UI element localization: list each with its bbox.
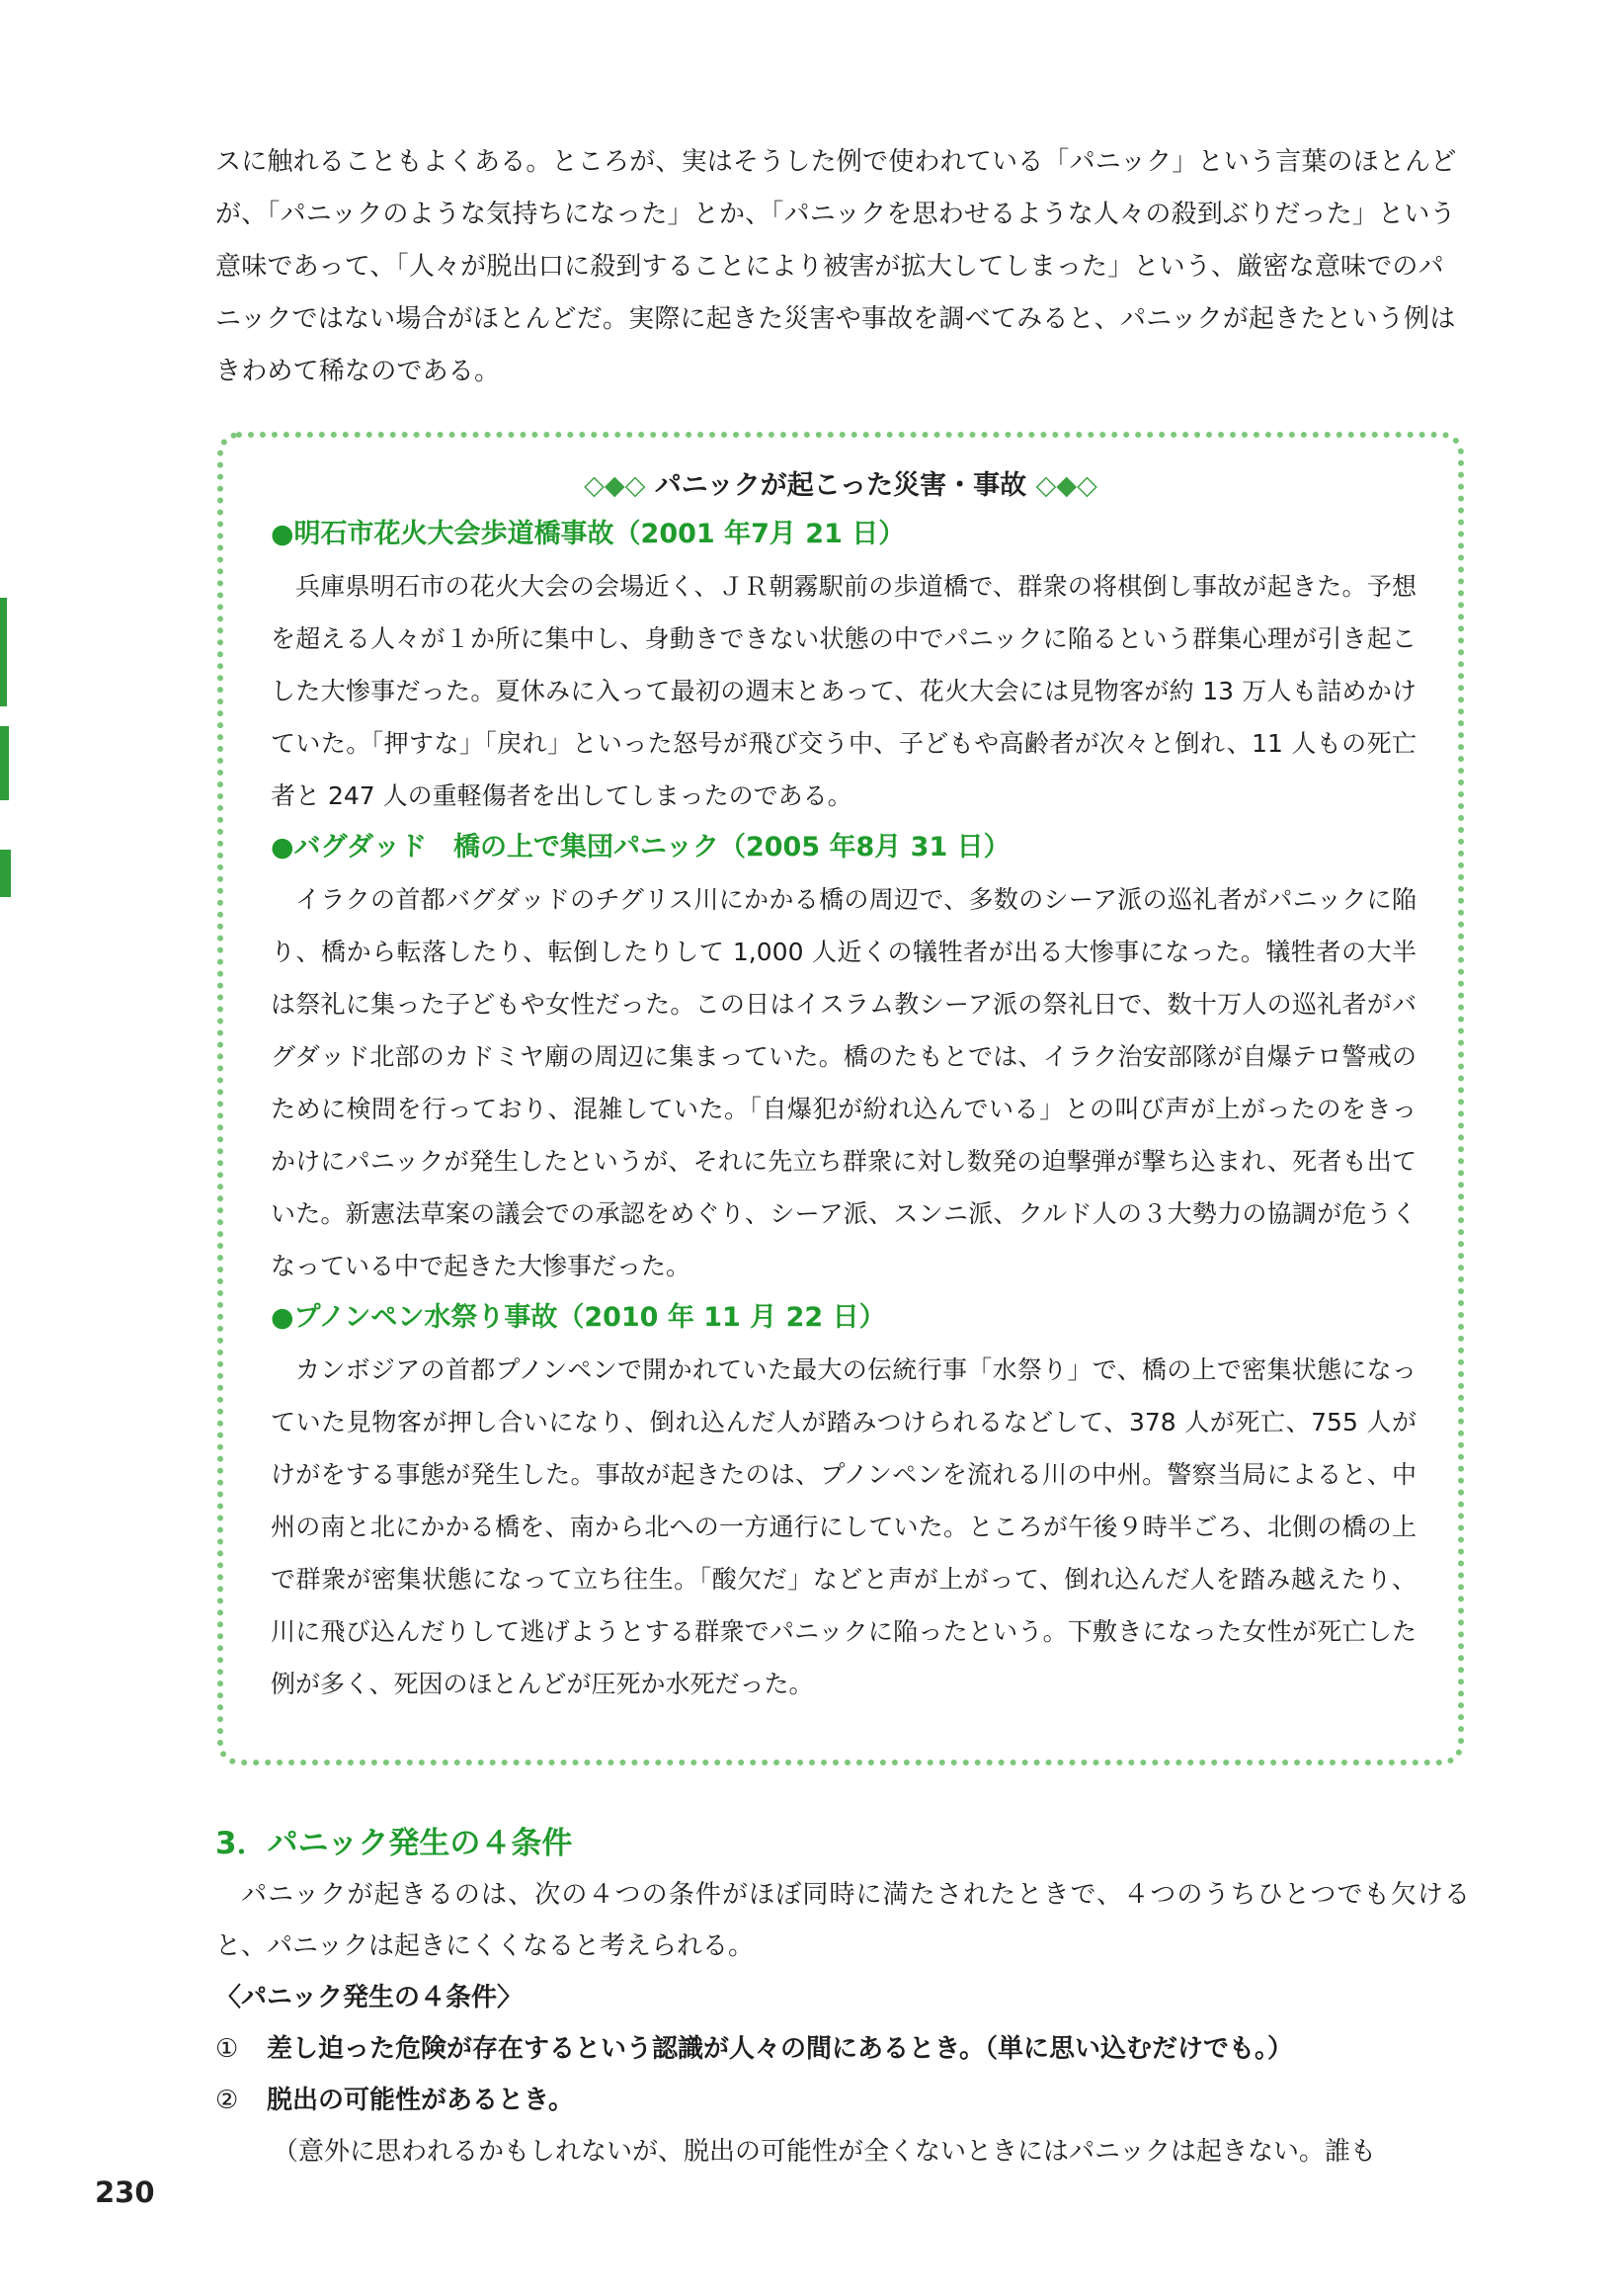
condition-text: 差し迫った危険が存在するという認識が人々の間にあるとき。（単に思い込むだけでも。） — [267, 2034, 1293, 2064]
page-number: 230 — [95, 2175, 155, 2209]
condition-note: （意外に思われるかもしれないが、脱出の可能性が全くないときにはパニックは起きない。誰も — [273, 2137, 1376, 2167]
condition-text: 脱出の可能性があるとき。 — [267, 2086, 574, 2115]
condition-number: ① — [215, 2034, 239, 2064]
condition-item — [215, 2023, 1470, 2075]
case-body-phnompenh: カンボジアの首都プノンペンで開かれていた最大の伝統行事「水祭り」で、橋の上で密集状態になっていた見物客が押し合いになり、倒れ込んだ人が踏みつけられるなどして、378 人が死亡、755 人がけがをする事態が発生した。事故が起きたのは、プノンペンを流れる川の中州。警察当局によると、中州の南と北にかかる橋を、南から北への一方通行にしていた。ところが午後９時半ごろ、北側の橋の上で群衆が密集状態になって立ち往生。「酸欠だ」などと声が上がって、倒れ込んだ人を踏み越えたり、川に飛び込んだりして逃げようとする群衆でパニックに陥ったという。下敷きになった女性が死亡した例が多く、死因のほとんどが圧死か水死だった。 — [271, 1355, 1417, 1698]
case-body-baghdad: イラクの首都バグダッドのチグリス川にかかる橋の周辺で、多数のシーア派の巡礼者がパニックに陥り、橋から転落したり、転倒したりして 1,000 人近くの犠牲者が出る大惨事になった。犠牲者の大半は祭礼に集った子どもや女性だった。この日はイスラム教シーア派の祭礼日で、数十万人の巡礼者がバグダッド北部のカドミヤ廟の周辺に集まっていた。橋のたもとでは、イラク治安部隊が自爆テロ警戒のために検問を行っており、混雑していた。「自爆犯が紛れ込んでいる」との叫び声が上がったのをきっかけにパニックが発生したというが、それに先立ち群衆に対し数発の迫撃弾が撃ち込まれ、死者も出ていた。新憲法草案の議会での承認をめぐり、シーア派、スンニ派、クルド人の３大勢力の協調が危うくなっている中で起きた大惨事だった。 — [271, 885, 1417, 1280]
section-conditions — [215, 1818, 1470, 2177]
condition-number: ② — [215, 2086, 239, 2115]
intro-paragraph: スに触れることもよくある。ところが、実はそうした例で使われている「パニック」という言葉のほとんどが、「パニックのような気持ちになった」とか、「パニックを思わせるような人々の殺到ぶりだった」という意味であって、「人々が脱出口に殺到することにより被害が拡大してしまった」という、厳密な意味でのパニックではない場合がほとんどだ。実際に起きた災害や事故を調べてみると、パニックが起きたという例はきわめて稀なのである。 — [215, 147, 1457, 386]
section-paragraph: パニックが起きるのは、次の４つの条件がほぼ同時に満たされたときで、４つのうちひとつでも欠けると、パニックは起きにくくなると考えられる。 — [215, 1880, 1470, 1961]
section-heading: 3．パニック発生の４条件 — [215, 1826, 573, 1861]
edge-tab-mark — [0, 598, 7, 706]
edge-tab-mark — [0, 726, 9, 800]
intro-text — [215, 136, 1462, 398]
case-box-title — [265, 463, 1417, 509]
case-box-title-text: パニックが起こった災害・事故 — [654, 470, 1027, 501]
edge-tab-mark — [0, 850, 11, 897]
diamond-marks-left: ◇◆◇ — [584, 470, 646, 501]
condition-item — [215, 2075, 1470, 2126]
conditions-subheading: 〈パニック発生の４条件〉 — [215, 1983, 523, 2012]
case-body-akashi: 兵庫県明石市の花火大会の会場近く、ＪＲ朝霧駅前の歩道橋で、群衆の将棋倒し事故が起きた。予想を超える人々が１か所に集中し、身動きできない状態の中でパニックに陥るという群集心理が引き起こした大惨事だった。夏休みに入って最初の週末とあって、花火大会には見物客が約 13 万人も詰めかけていた。「押すな」「戻れ」といった怒号が飛び交う中、子どもや高齢者が次々と倒れ、11 人もの死亡者と 247 人の重軽傷者を出してしまったのである。 — [271, 572, 1417, 810]
case-box — [217, 432, 1464, 1765]
diamond-marks-right: ◇◆◇ — [1035, 470, 1097, 501]
case-heading-akashi: ●明石市花火大会歩道橋事故（2001 年7月 21 日） — [271, 519, 906, 549]
case-heading-phnompenh: ●プノンペン水祭り事故（2010 年 11 月 22 日） — [271, 1302, 886, 1333]
case-heading-baghdad: ●バグダッド 橋の上で集団パニック（2005 年8月 31 日） — [271, 832, 1011, 862]
